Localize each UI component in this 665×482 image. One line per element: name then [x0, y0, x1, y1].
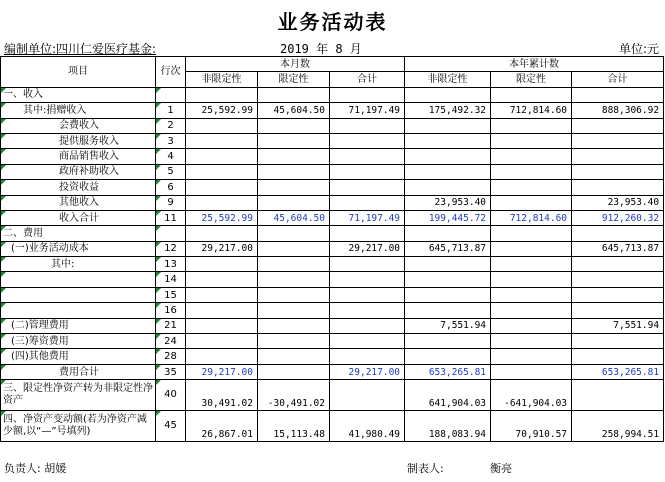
value-cell-y1 — [405, 87, 491, 102]
report-title: 业务活动表 — [277, 10, 388, 34]
table-row — [1, 226, 664, 241]
row-label: (四)其他费用 — [1, 349, 156, 364]
value-cell-m1 — [186, 303, 258, 318]
value-cell-y2 — [491, 149, 572, 164]
table-row — [1, 195, 664, 210]
currency-unit: 单位:元 — [618, 42, 659, 56]
value-cell-y2 — [491, 241, 572, 256]
row-number: 28 — [156, 349, 186, 364]
col-header-ytd-restricted: 限定性 — [491, 72, 572, 87]
value-cell-y2 — [491, 287, 572, 302]
value-cell-m2 — [258, 349, 330, 364]
row-number: 35 — [156, 364, 186, 379]
row-label: 其他收入 — [1, 195, 156, 210]
value-cell-y3: 888,306.92 — [572, 103, 664, 118]
activity-table — [0, 56, 664, 442]
value-cell-y2 — [491, 133, 572, 148]
value-cell-m2 — [258, 226, 330, 241]
row-label: (三)筹资费用 — [1, 334, 156, 349]
row-number: 12 — [156, 241, 186, 256]
value-cell-m3 — [330, 195, 405, 210]
value-cell-m1 — [186, 195, 258, 210]
col-group-ytd: 本年累计数 — [405, 57, 664, 72]
preparer-name: 衡亮 — [490, 462, 512, 475]
row-label: 其中: — [1, 257, 156, 272]
value-cell-y1 — [405, 334, 491, 349]
table-row — [1, 210, 664, 225]
value-cell-m1 — [186, 87, 258, 102]
value-cell-y1: 23,953.40 — [405, 195, 491, 210]
value-cell-m1 — [186, 257, 258, 272]
value-cell-m2 — [258, 318, 330, 333]
value-cell-m3 — [330, 149, 405, 164]
value-cell-y2 — [491, 87, 572, 102]
col-header-month-unrestricted: 非限定性 — [186, 72, 258, 87]
value-cell-y1 — [405, 303, 491, 318]
value-cell-m3 — [330, 287, 405, 302]
value-cell-y3 — [572, 226, 664, 241]
header-row-1 — [1, 57, 664, 72]
value-cell-m3: 29,217.00 — [330, 364, 405, 379]
table-row — [1, 149, 664, 164]
value-cell-m1 — [186, 180, 258, 195]
row-label: 投资收益 — [1, 180, 156, 195]
report-period: 2019 年 8 月 — [280, 42, 362, 56]
value-cell-y3 — [572, 303, 664, 318]
value-cell-y1 — [405, 257, 491, 272]
value-cell-m1 — [186, 118, 258, 133]
value-cell-y3 — [572, 133, 664, 148]
table-row — [1, 411, 664, 442]
row-number: 40 — [156, 380, 186, 411]
value-cell-y1 — [405, 287, 491, 302]
value-cell-m2 — [258, 272, 330, 287]
value-cell-y1 — [405, 118, 491, 133]
row-number — [156, 226, 186, 241]
value-cell-m2 — [258, 334, 330, 349]
value-cell-y1: 175,492.32 — [405, 103, 491, 118]
row-number: 14 — [156, 272, 186, 287]
row-number: 15 — [156, 287, 186, 302]
row-label: 四、净资产变动额(若为净资产减少额,以“—”号填列) — [1, 411, 156, 442]
row-label: 三、限定性净资产转为非限定性净资产 — [1, 380, 156, 411]
value-cell-m3 — [330, 349, 405, 364]
value-cell-m3 — [330, 180, 405, 195]
table-row — [1, 241, 664, 256]
value-cell-m2: 45,604.50 — [258, 210, 330, 225]
row-label: 会费收入 — [1, 118, 156, 133]
col-header-item: 项目 — [1, 57, 156, 88]
row-number: 45 — [156, 411, 186, 442]
row-label: 二、费用 — [1, 226, 156, 241]
value-cell-m3: 29,217.00 — [330, 241, 405, 256]
table-row — [1, 180, 664, 195]
value-cell-y2 — [491, 118, 572, 133]
value-cell-y1: 199,445.72 — [405, 210, 491, 225]
value-cell-m1: 26,867.01 — [186, 411, 258, 442]
col-header-ytd-unrestricted: 非限定性 — [405, 72, 491, 87]
row-label: 收入合计 — [1, 210, 156, 225]
value-cell-y3 — [572, 87, 664, 102]
table-row — [1, 133, 664, 148]
value-cell-y1 — [405, 164, 491, 179]
table-row — [1, 334, 664, 349]
value-cell-y3: 653,265.81 — [572, 364, 664, 379]
value-cell-m1 — [186, 164, 258, 179]
organization-label: 编制单位:四川仁爱医疗基金: — [4, 42, 157, 56]
col-header-row-no: 行次 — [156, 57, 186, 88]
value-cell-m1: 25,592.99 — [186, 210, 258, 225]
value-cell-m3 — [330, 118, 405, 133]
row-number: 21 — [156, 318, 186, 333]
table-row — [1, 318, 664, 333]
table-row — [1, 380, 664, 411]
value-cell-y3 — [572, 287, 664, 302]
row-number: 13 — [156, 257, 186, 272]
value-cell-y2 — [491, 195, 572, 210]
value-cell-m2: -30,491.02 — [258, 380, 330, 411]
value-cell-y3 — [572, 272, 664, 287]
row-label: 其中:捐赠收入 — [1, 103, 156, 118]
value-cell-y2 — [491, 334, 572, 349]
row-number: 11 — [156, 210, 186, 225]
row-label: 政府补助收入 — [1, 164, 156, 179]
value-cell-m3 — [330, 226, 405, 241]
row-number: 5 — [156, 164, 186, 179]
row-label: 费用合计 — [1, 364, 156, 379]
value-cell-m1: 30,491.02 — [186, 380, 258, 411]
value-cell-y1 — [405, 226, 491, 241]
value-cell-m1 — [186, 133, 258, 148]
value-cell-y2: 712,814.60 — [491, 210, 572, 225]
table-row — [1, 349, 664, 364]
value-cell-m3 — [330, 272, 405, 287]
row-label: 商品销售收入 — [1, 149, 156, 164]
value-cell-m2 — [258, 164, 330, 179]
col-group-month: 本月数 — [186, 57, 405, 72]
value-cell-y1 — [405, 349, 491, 364]
value-cell-y3: 7,551.94 — [572, 318, 664, 333]
value-cell-y1: 188,083.94 — [405, 411, 491, 442]
value-cell-y1: 7,551.94 — [405, 318, 491, 333]
value-cell-y2: -641,904.03 — [491, 380, 572, 411]
value-cell-y2 — [491, 272, 572, 287]
value-cell-m1: 29,217.00 — [186, 241, 258, 256]
table-row — [1, 164, 664, 179]
row-label — [1, 287, 156, 302]
value-cell-y1: 641,904.03 — [405, 380, 491, 411]
value-cell-m1 — [186, 272, 258, 287]
responsible-person: 负责人: 胡媛 — [4, 462, 67, 475]
value-cell-y3 — [572, 349, 664, 364]
row-label — [1, 303, 156, 318]
value-cell-y3 — [572, 257, 664, 272]
table-row — [1, 257, 664, 272]
value-cell-y3: 645,713.87 — [572, 241, 664, 256]
table-row — [1, 272, 664, 287]
table-row — [1, 87, 664, 102]
value-cell-y3: 23,953.40 — [572, 195, 664, 210]
table-row — [1, 103, 664, 118]
value-cell-m2 — [258, 133, 330, 148]
col-header-ytd-total: 合计 — [572, 72, 664, 87]
value-cell-y1 — [405, 149, 491, 164]
preparer-label: 制表人: — [407, 462, 444, 475]
value-cell-y3 — [572, 180, 664, 195]
value-cell-y1 — [405, 180, 491, 195]
value-cell-m1 — [186, 226, 258, 241]
value-cell-y1: 653,265.81 — [405, 364, 491, 379]
table-row — [1, 364, 664, 379]
value-cell-m2 — [258, 364, 330, 379]
value-cell-m2 — [258, 149, 330, 164]
value-cell-y1 — [405, 133, 491, 148]
value-cell-m2 — [258, 287, 330, 302]
value-cell-m1 — [186, 349, 258, 364]
value-cell-m3 — [330, 303, 405, 318]
value-cell-m3: 71,197.49 — [330, 210, 405, 225]
value-cell-y3 — [572, 334, 664, 349]
value-cell-y2 — [491, 257, 572, 272]
value-cell-y3: 258,994.51 — [572, 411, 664, 442]
value-cell-m3: 41,980.49 — [330, 411, 405, 442]
value-cell-m3: 71,197.49 — [330, 103, 405, 118]
value-cell-m1: 29,217.00 — [186, 364, 258, 379]
row-label — [1, 272, 156, 287]
value-cell-y1 — [405, 272, 491, 287]
row-number — [156, 87, 186, 102]
row-number: 1 — [156, 103, 186, 118]
value-cell-m1 — [186, 318, 258, 333]
value-cell-m2: 45,604.50 — [258, 103, 330, 118]
value-cell-y2 — [491, 180, 572, 195]
value-cell-y3: 912,260.32 — [572, 210, 664, 225]
value-cell-m2 — [258, 257, 330, 272]
value-cell-m2 — [258, 118, 330, 133]
value-cell-y2 — [491, 303, 572, 318]
value-cell-y1: 645,713.87 — [405, 241, 491, 256]
value-cell-y2 — [491, 349, 572, 364]
row-number: 2 — [156, 118, 186, 133]
value-cell-m2: 15,113.48 — [258, 411, 330, 442]
value-cell-m3 — [330, 164, 405, 179]
row-number: 9 — [156, 195, 186, 210]
value-cell-y3 — [572, 164, 664, 179]
value-cell-m2 — [258, 87, 330, 102]
row-number: 4 — [156, 149, 186, 164]
value-cell-y2 — [491, 164, 572, 179]
value-cell-m3 — [330, 87, 405, 102]
value-cell-y3 — [572, 380, 664, 411]
value-cell-y2 — [491, 364, 572, 379]
table-row — [1, 118, 664, 133]
row-number: 6 — [156, 180, 186, 195]
value-cell-m3 — [330, 318, 405, 333]
value-cell-m2 — [258, 195, 330, 210]
table-row — [1, 287, 664, 302]
table-row — [1, 303, 664, 318]
row-label: (二)管理费用 — [1, 318, 156, 333]
col-header-month-restricted: 限定性 — [258, 72, 330, 87]
value-cell-m3 — [330, 133, 405, 148]
value-cell-m3 — [330, 257, 405, 272]
row-label: 一、收入 — [1, 87, 156, 102]
table-body — [1, 87, 664, 441]
value-cell-m3 — [330, 380, 405, 411]
value-cell-m2 — [258, 303, 330, 318]
value-cell-m1 — [186, 334, 258, 349]
value-cell-m2 — [258, 180, 330, 195]
value-cell-y2: 70,910.57 — [491, 411, 572, 442]
row-label: 提供服务收入 — [1, 133, 156, 148]
value-cell-m1 — [186, 287, 258, 302]
value-cell-y2 — [491, 226, 572, 241]
value-cell-m1: 25,592.99 — [186, 103, 258, 118]
col-header-month-total: 合计 — [330, 72, 405, 87]
value-cell-m2 — [258, 241, 330, 256]
row-number: 16 — [156, 303, 186, 318]
value-cell-m3 — [330, 334, 405, 349]
value-cell-y2 — [491, 318, 572, 333]
value-cell-y2: 712,814.60 — [491, 103, 572, 118]
value-cell-y3 — [572, 118, 664, 133]
value-cell-m1 — [186, 149, 258, 164]
value-cell-y3 — [572, 149, 664, 164]
row-number: 24 — [156, 334, 186, 349]
row-number: 3 — [156, 133, 186, 148]
row-label: (一)业务活动成本 — [1, 241, 156, 256]
